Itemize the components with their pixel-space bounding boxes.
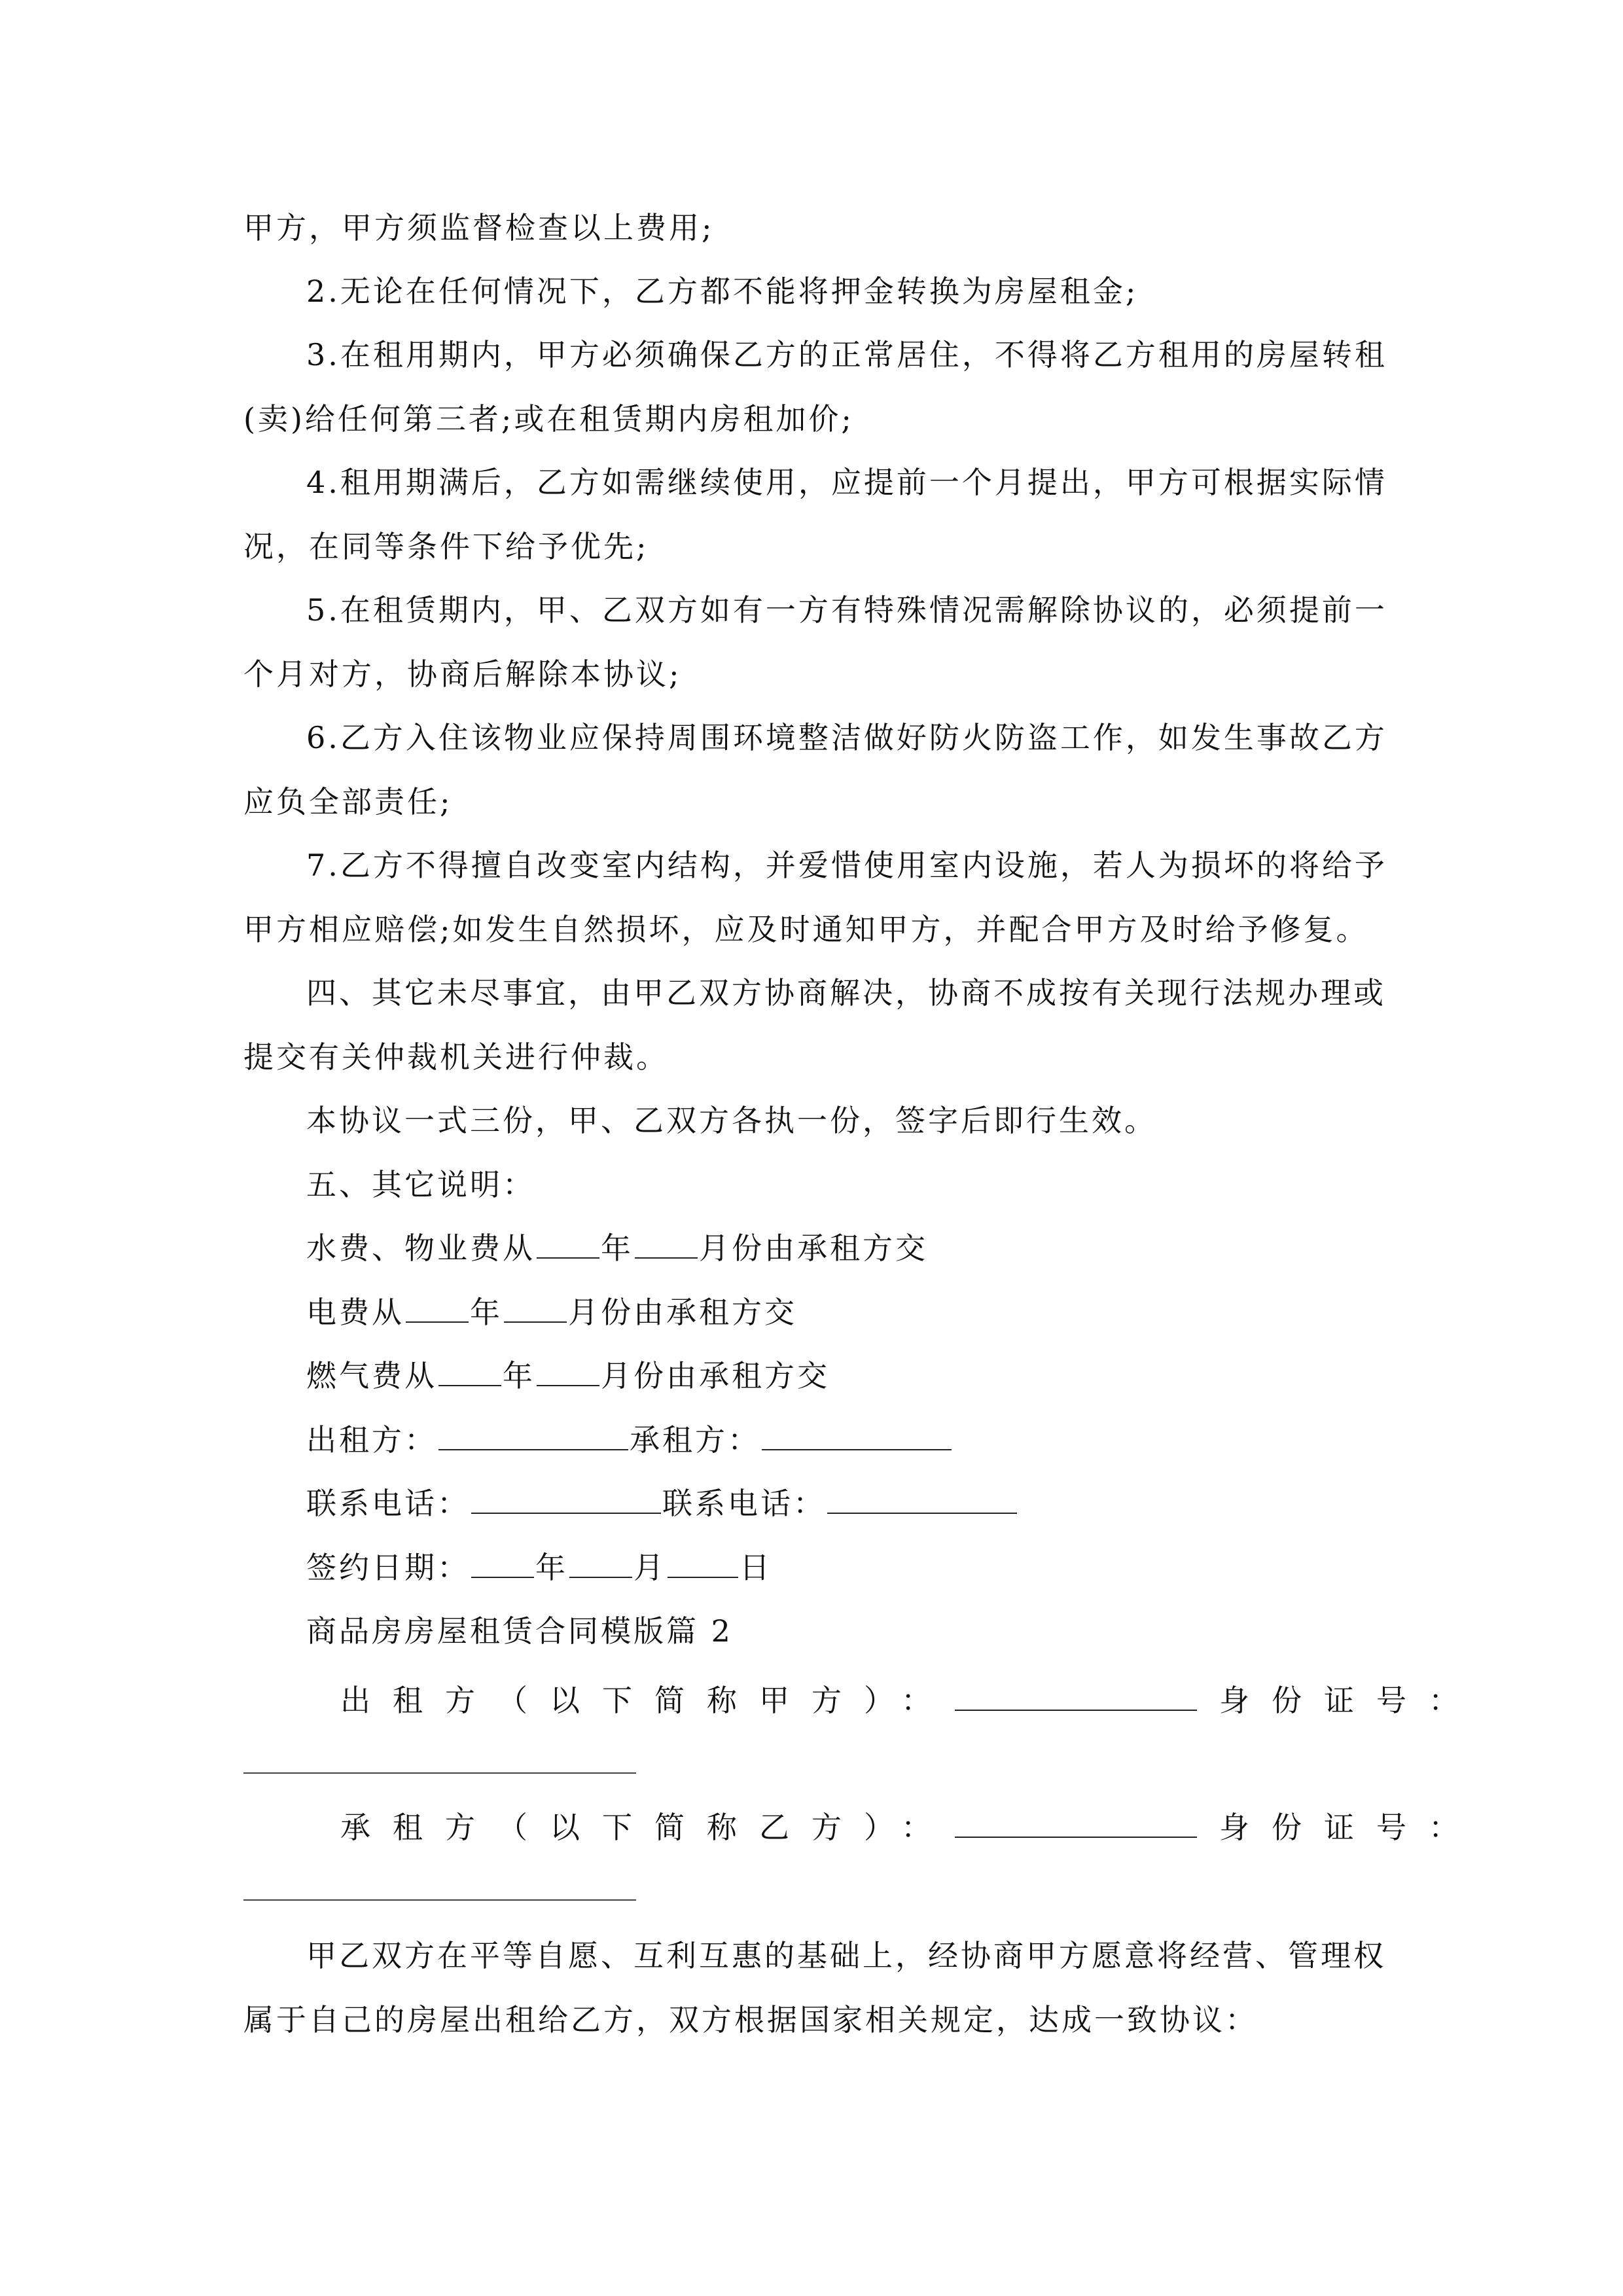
paragraph-line: 4.租用期满后，乙方如需继续使用，应提前一个月提出，甲方可根据实际情	[306, 465, 1387, 500]
year-label: 年	[470, 1295, 503, 1330]
year-label: 年	[503, 1358, 535, 1393]
party-a-label: 出租方（以下简称甲方）：	[340, 1683, 954, 1718]
section-title: 商品房房屋租赁合同模版篇 2	[306, 1613, 733, 1649]
year-blank[interactable]	[406, 1293, 469, 1323]
day-label: 日	[740, 1550, 772, 1585]
lessor-label: 出租方：	[306, 1422, 437, 1458]
sign-date-line	[306, 1548, 772, 1587]
water-fee-line	[306, 1229, 928, 1268]
party-a-id-blank[interactable]	[243, 1772, 636, 1774]
month-suffix: 月份由承租方交	[601, 1358, 830, 1393]
paragraph-line: 提交有关仲裁机关进行仲裁。	[243, 1039, 669, 1075]
document-page	[243, 0, 1481, 2296]
party-b-name-blank[interactable]	[955, 1808, 1197, 1838]
paragraph-line: 甲方相应赔偿;如发生自然损坏，应及时通知甲方，并配合甲方及时给予修复。	[243, 912, 1369, 947]
phone-label-2: 联系电话：	[662, 1486, 826, 1521]
phone-blank-2[interactable]	[827, 1484, 1017, 1514]
day-blank[interactable]	[668, 1548, 738, 1578]
paragraph-line: 本协议一式三份，甲、乙双方各执一份，签字后即行生效。	[306, 1103, 1157, 1138]
month-label: 月	[633, 1550, 666, 1585]
paragraph-line: 6.乙方入住该物业应保持周围环境整洁做好防火防盗工作，如发生事故乙方	[306, 720, 1387, 755]
water-fee-label: 水费、物业费从	[306, 1230, 535, 1266]
party-a-id-label: 身份证号：	[1219, 1683, 1481, 1718]
lessor-blank[interactable]	[438, 1420, 628, 1450]
phone-label-1: 联系电话：	[306, 1486, 470, 1521]
party-b-line	[340, 1808, 1481, 1847]
party-signature-line	[306, 1420, 953, 1460]
paragraph-line: 属于自己的房屋出租给乙方，双方根据国家相关规定，达成一致协议：	[243, 2002, 1258, 2037]
gas-fee-line	[306, 1356, 830, 1395]
paragraph-line: 2.无论在任何情况下，乙方都不能将押金转换为房屋租金;	[306, 274, 1139, 309]
year-label: 年	[601, 1230, 633, 1266]
party-b-id-blank[interactable]	[243, 1899, 636, 1901]
party-b-label: 承租方（以下简称乙方）：	[340, 1810, 954, 1845]
party-a-line	[340, 1681, 1481, 1720]
month-suffix: 月份由承租方交	[699, 1230, 928, 1266]
paragraph-line: (卖)给任何第三者;或在租赁期内房租加价;	[243, 401, 854, 437]
phone-line	[306, 1484, 1018, 1523]
paragraph-line: 五、其它说明：	[306, 1167, 535, 1202]
month-suffix: 月份由承租方交	[568, 1295, 797, 1330]
paragraph-line: 应负全部责任;	[243, 784, 453, 819]
paragraph-line: 甲方，甲方须监督检查以上费用;	[243, 210, 715, 245]
paragraph-line: 况，在同等条件下给予优先;	[243, 529, 649, 564]
party-a-name-blank[interactable]	[955, 1681, 1197, 1711]
sign-date-label: 签约日期：	[306, 1550, 470, 1585]
year-blank[interactable]	[438, 1356, 501, 1386]
party-b-id-label: 身份证号：	[1219, 1810, 1481, 1845]
electric-fee-line	[306, 1293, 797, 1332]
paragraph-line: 甲乙双方在平等自愿、互利互惠的基础上，经协商甲方愿意将经营、管理权	[306, 1938, 1386, 1973]
month-blank[interactable]	[537, 1356, 599, 1386]
electric-fee-label: 电费从	[306, 1295, 404, 1330]
paragraph-line: 四、其它未尽事宜，由甲乙双方协商解决，协商不成按有关现行法规办理或	[306, 975, 1386, 1011]
lessee-blank[interactable]	[762, 1420, 952, 1450]
paragraph-line: 5.在租赁期内，甲、乙双方如有一方有特殊情况需解除协议的，必须提前一	[306, 592, 1387, 628]
paragraph-line: 3.在租用期内，甲方必须确保乙方的正常居住，不得将乙方租用的房屋转租	[306, 337, 1387, 372]
year-blank[interactable]	[537, 1229, 599, 1259]
month-blank[interactable]	[569, 1548, 632, 1578]
paragraph-line: 7.乙方不得擅自改变室内结构，并爱惜使用室内设施，若人为损坏的将给予	[306, 848, 1387, 883]
lessee-label: 承租方：	[630, 1422, 760, 1458]
year-label: 年	[535, 1550, 568, 1585]
phone-blank-1[interactable]	[471, 1484, 661, 1514]
month-blank[interactable]	[504, 1293, 567, 1323]
year-blank[interactable]	[471, 1548, 534, 1578]
gas-fee-label: 燃气费从	[306, 1358, 437, 1393]
month-blank[interactable]	[635, 1229, 698, 1259]
paragraph-line: 个月对方，协商后解除本协议;	[243, 656, 682, 692]
